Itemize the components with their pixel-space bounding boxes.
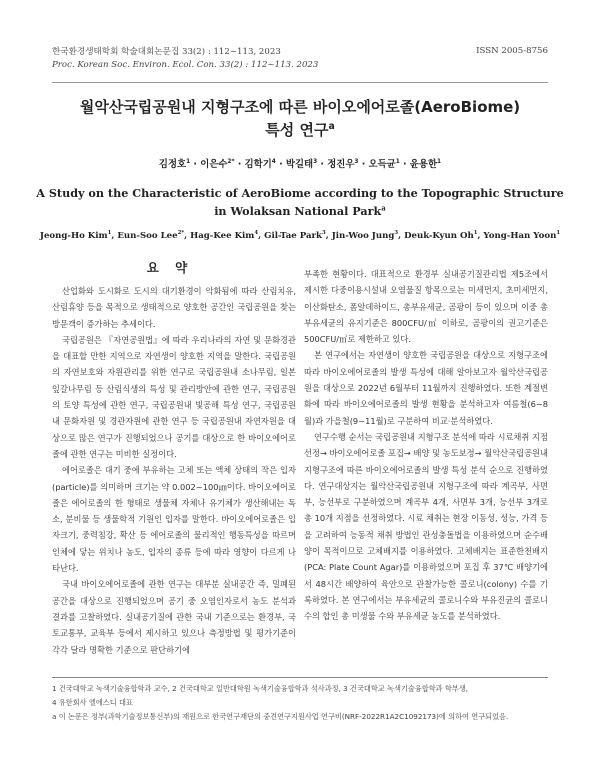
title-english-line2-text: in Wolaksan National Park — [214, 204, 382, 218]
footnote-affiliation-4: 4 유한회사 엘에스디 대표 — [52, 698, 133, 707]
author-affiliation-mark: 1 — [556, 230, 561, 237]
author-affiliation-mark: 3 — [394, 230, 399, 237]
author-name: 오득균 — [368, 159, 396, 170]
abstract-paragraph: 연구수행 순서는 국립공원내 지형구조 분석에 따라 시료채취 지점 선정→ 바이오에어로졸 포집→ 배양 및 농도보정→ 월악산국립공원내 지형구조에 따른 바이오에어로졸의 발생 특성 분석 순으로 진행하였다. 연구대상지는 월악산국립공원내 지형구조에 따라 계곡부, 사면부, 능선부로 구분하였으며 계곡부 4개, 사면부 3개, 능선부 3개로 총 10개 지점을 선정하였다. 시료 채취는 현장 이동성, 성능, 가격 등을 고려하여 능동적 채취 방법인 관성충돌법을 이용하였으며 순수배양이 목적이므로 고체배지를 이용하였다. 고체배지는 표준한천배지(PCA: Plate Count Agar)를 이용하였으며 포집 후 37℃ 배양기에서 48시간 배양하여 육안으로 관찰가능한 콜로니(colony) 수를 기록하였다. 본 연구에서는 부유세균의 콜로니수와 부유진균의 콜로니 수의 합인 총 미생물 수와 부유세균 농도를 분석하였다. — [304, 431, 548, 622]
author-affiliation-mark: 1 — [437, 158, 442, 165]
author-name: 이은수 — [200, 159, 228, 170]
author-name: Jin-Woo Jung — [331, 231, 395, 241]
author-separator: · — [399, 159, 410, 170]
author-affiliation-mark: 1 — [107, 230, 112, 237]
author-name: 윤용한 — [409, 159, 438, 170]
abstract-heading: 요 약 — [146, 260, 194, 275]
title-korean-line2 — [0, 119, 600, 142]
author-separator: , — [398, 231, 405, 241]
header-divider — [52, 82, 548, 83]
author-name: Jeong-Ho Kim — [39, 231, 108, 241]
author-separator: · — [358, 159, 369, 170]
title-korean-line1: 월악산국립공원내 지형구조에 따른 바이오에어로졸(AeroBiome) — [79, 98, 521, 116]
author-affiliation-mark: 4 — [271, 158, 276, 165]
footnotes — [52, 682, 548, 724]
abstract-left-column — [52, 283, 296, 658]
abstract-paragraph: 산업화와 도시화로 도시의 대기환경이 악화됨에 따라 산림치유, 산림휴양 등을 목적으로 생태적으로 양호한 공간인 국립공원을 찾는 방문객이 증가하는 추세이다. — [52, 286, 296, 329]
author-separator: · — [190, 159, 201, 170]
author-name: 박길태 — [285, 159, 314, 170]
author-name: Gil-Tae Park — [264, 231, 323, 241]
author-name: Yong-Han Yoon — [483, 231, 557, 241]
author-separator: · — [275, 159, 286, 170]
abstract-paragraph: 본 연구에서는 자연생이 양호한 국립공원을 대상으로 지형구조에 따라 바이오에어로졸의 발생 특성에 대해 알아보고자 월악산국립공원을 대상으로 2022년 6월부터 11월까지 진행하였다. 또한 계절변화에 따라 바이오에어로졸의 발생 현황을 분석하고자 여름철(6~8월)과 가을철(9~11월)로 구분하여 비교·분석하였다. — [304, 350, 548, 426]
footnote-affiliations: 1 건국대학교 녹색기술융합학과 교수, 2 건국대학교 일반대학원 녹색기술융합학과 석사과정, 3 건국대학교 녹색기술융합학과 학부생, — [52, 684, 468, 693]
author-separator: , — [184, 231, 191, 241]
author-affiliation-mark: 1 — [473, 230, 478, 237]
abstract-paragraph: 부족한 현황이다. 대표적으로 환경부 실내공기질관리법 제5조에서 제시한 다중이용시설내 오염물질 항목으로는 미세먼지, 초미세먼지, 이산화탄소, 폼알데하이드, 총부유세균, 곰팡이 등이 있으며 이중 총부유세균의 유지기준은 800CFU/㎥ 이하로, 곰팡이의 권고기준은 500CFU/㎥로 제한하고 있다. — [304, 269, 548, 345]
author-affiliation-mark: 2* — [177, 230, 185, 237]
author-affiliation-mark: 3 — [354, 158, 359, 165]
title-english-line1: A Study on the Characteristic of AeroBiome according to the Topographic Structure — [36, 186, 564, 200]
author-affiliation-mark: 3 — [313, 158, 318, 165]
title-korean-footnote-mark: a — [328, 121, 335, 132]
authors-korean — [0, 156, 600, 170]
author-separator: · — [234, 159, 245, 170]
author-separator: , — [477, 231, 484, 241]
journal-citation-en: Proc. Korean Soc. Environ. Ecol. Con. 33(2) : 112~113. 2023 — [52, 60, 319, 70]
author-name: 김학기 — [244, 159, 272, 170]
author-affiliation-mark: 4 — [254, 230, 259, 237]
abstract-paragraph: 에어로졸은 대기 중에 부유하는 고체 또는 액체 상태의 작은 입자(particle)를 의미하며 크기는 약 0.002~100㎛이다. 바이오에어로졸은 에어로졸의 한 형태로 생물체 자체나 유기체가 생산해내는 독소, 분비물 등 생물학적 기원인 입자를 말한다. 바이오에어로졸은 입자크기, 중력침강, 확산 등 에어로졸의 물리적인 행동특성을 따르며 인체에 닿는 위치나 농도, 입자의 종류 등에 따라 영향이 다르게 나타난다. — [52, 465, 296, 574]
author-name: Deuk-Kyun Oh — [404, 231, 474, 241]
author-separator: , — [325, 231, 332, 241]
journal-citation-ko: 한국환경생태학회 학술대회논문집 33(2) : 112~113, 2023 — [52, 47, 281, 57]
author-name: Eun-Soo Lee — [117, 231, 178, 241]
abstract-paragraph: 국립공원은 『자연공원법』에 따라 우리나라의 자연 및 문화경관을 대표할 만한 지역으로 자연생이 양호한 지역을 말한다. 국립공원의 자연보호와 자원관리를 위한 연구로 국립공원내 소나무림, 일본잎갈나무림 등 산림식생의 특성 및 관리방안에 관한 연구, 국립공원의 토양 특성에 관한 연구, 국립공원내 빛공해 특성 연구, 국립공원내 문화자원 및 경관자원에 관한 연구 등 국립공원내 자연자원을 대상으로 많은 연구가 진행되었으나 공기를 대상으로 한 바이오에어로졸에 관한 연구는 미비한 실정이다. — [52, 334, 296, 459]
author-affiliation-mark: 3 — [322, 230, 326, 237]
title-korean — [0, 96, 600, 142]
journal-header — [52, 46, 318, 72]
author-affiliation-mark: 1 — [186, 158, 191, 165]
title-english — [0, 184, 600, 220]
footnote-divider — [52, 677, 548, 678]
footnote-funding: a 이 논문은 정부(과학기술정보통신부)의 재원으로 한국연구재단의 중견연구지원사업 연구비(NRF-2022R1A2C1092173)에 의하여 연구되었음. — [52, 712, 509, 721]
author-separator: , — [111, 231, 118, 241]
author-affiliation-mark: 1 — [395, 158, 400, 165]
author-name: 정진우 — [327, 159, 355, 170]
author-separator: · — [317, 159, 328, 170]
author-name: 김정호 — [158, 159, 187, 170]
abstract-paragraph: 국내 바이오에어로졸에 관한 연구는 대부분 실내공간 즉, 밀폐된 공간을 대상으로 진행되었으며 공기 중 오염인자로서 농도 분석과 결과를 고찰하였다. 실내공기질에 관한 국내 기준으로는 환경부, 국토교통부, 교육부 등에서 제시하고 있으나 측정방법 및 평가기준이 각각 달라 명확한 기준으로 판단하기에 — [52, 579, 296, 655]
title-english-footnote-mark: a — [381, 203, 386, 213]
abstract-right-column — [304, 266, 548, 625]
title-english-line2 — [0, 202, 600, 220]
authors-english — [0, 231, 600, 241]
author-affiliation-mark: 2* — [227, 158, 235, 165]
author-separator: , — [258, 231, 265, 241]
author-name: Hag-Kee Kim — [190, 231, 255, 241]
issn-label: ISSN 2005-8756 — [476, 46, 548, 56]
title-korean-line2-text: 특성 연구 — [265, 121, 329, 139]
